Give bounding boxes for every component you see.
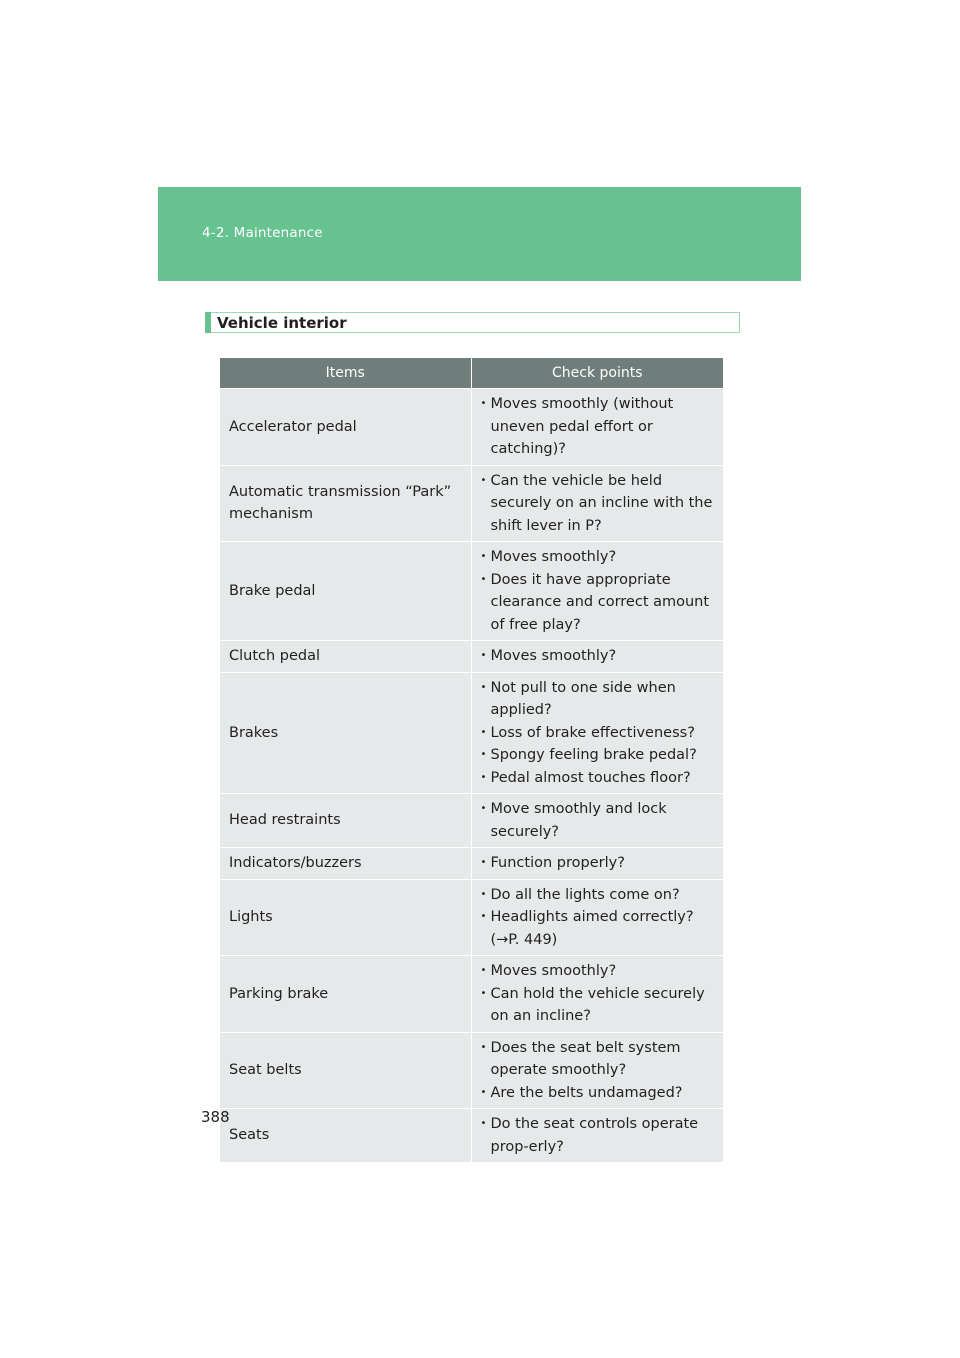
checkpoint: • Do all the lights come on? bbox=[481, 884, 720, 907]
row-item: Clutch pedal bbox=[220, 641, 471, 673]
row-item: Seat belts bbox=[220, 1032, 471, 1109]
page-number: 388 bbox=[201, 1108, 230, 1126]
checkpoint: • Moves smoothly? bbox=[481, 546, 720, 569]
table-row bbox=[220, 672, 723, 794]
row-checkpoints bbox=[471, 641, 723, 673]
checkpoint: • Can the vehicle be held securely on an incline with the shift lever in P? bbox=[481, 470, 720, 538]
row-item: Brake pedal bbox=[220, 542, 471, 641]
table-row bbox=[220, 542, 723, 641]
checkpoint: • Moves smoothly (without uneven pedal effort or catching)? bbox=[481, 393, 720, 461]
table-row bbox=[220, 848, 723, 880]
subheading-title: Vehicle interior bbox=[217, 314, 347, 332]
table-header-row bbox=[220, 358, 723, 389]
checkpoint: • Can hold the vehicle securely on an incline? bbox=[481, 983, 720, 1028]
checkpoint: • Loss of brake effectiveness? bbox=[481, 722, 720, 745]
row-checkpoints bbox=[471, 672, 723, 794]
column-header-check-points: Check points bbox=[471, 358, 723, 389]
row-item: Indicators/buzzers bbox=[220, 848, 471, 880]
row-checkpoints bbox=[471, 465, 723, 542]
table-row bbox=[220, 1032, 723, 1109]
checkpoint: • Does it have appropriate clearance and correct amount of free play? bbox=[481, 569, 720, 637]
checkpoint: • Pedal almost touches floor? bbox=[481, 767, 720, 790]
row-item: Brakes bbox=[220, 672, 471, 794]
checkpoint: • Move smoothly and lock securely? bbox=[481, 798, 720, 843]
row-item: Parking brake bbox=[220, 956, 471, 1033]
section-header-band bbox=[158, 187, 801, 281]
subheading-accent-bar bbox=[205, 312, 211, 333]
table-row bbox=[220, 794, 723, 848]
row-checkpoints bbox=[471, 1032, 723, 1109]
row-item: Accelerator pedal bbox=[220, 389, 471, 466]
row-item: Seats bbox=[220, 1109, 471, 1163]
row-checkpoints bbox=[471, 848, 723, 880]
subheading-box bbox=[205, 312, 740, 333]
checkpoint: • Are the belts undamaged? bbox=[481, 1082, 720, 1105]
row-checkpoints bbox=[471, 1109, 723, 1163]
column-header-items: Items bbox=[220, 358, 471, 389]
row-item: Head restraints bbox=[220, 794, 471, 848]
table-row bbox=[220, 956, 723, 1033]
checkpoint: • Moves smoothly? bbox=[481, 645, 720, 668]
row-checkpoints bbox=[471, 389, 723, 466]
row-checkpoints bbox=[471, 794, 723, 848]
checkpoint: • Not pull to one side when applied? bbox=[481, 677, 720, 722]
row-checkpoints bbox=[471, 956, 723, 1033]
row-checkpoints bbox=[471, 542, 723, 641]
row-item: Lights bbox=[220, 879, 471, 956]
table-row bbox=[220, 879, 723, 956]
checkpoint: • Do the seat controls operate prop-erly? bbox=[481, 1113, 720, 1158]
row-item: Automatic transmission “Park” mechanism bbox=[220, 465, 471, 542]
table-row bbox=[220, 1109, 723, 1163]
table-row bbox=[220, 389, 723, 466]
checkpoints-table bbox=[220, 358, 723, 1162]
row-checkpoints bbox=[471, 879, 723, 956]
checkpoint: • Function properly? bbox=[481, 852, 720, 875]
checkpoint: • Moves smoothly? bbox=[481, 960, 720, 983]
table-row bbox=[220, 465, 723, 542]
checkpoint: • Does the seat belt system operate smoothly? bbox=[481, 1037, 720, 1082]
section-title: 4-2. Maintenance bbox=[202, 225, 323, 241]
table-row bbox=[220, 641, 723, 673]
checkpoint: • Spongy feeling brake pedal? bbox=[481, 744, 720, 767]
checkpoint: • Headlights aimed correctly? (→P. 449) bbox=[481, 906, 720, 951]
